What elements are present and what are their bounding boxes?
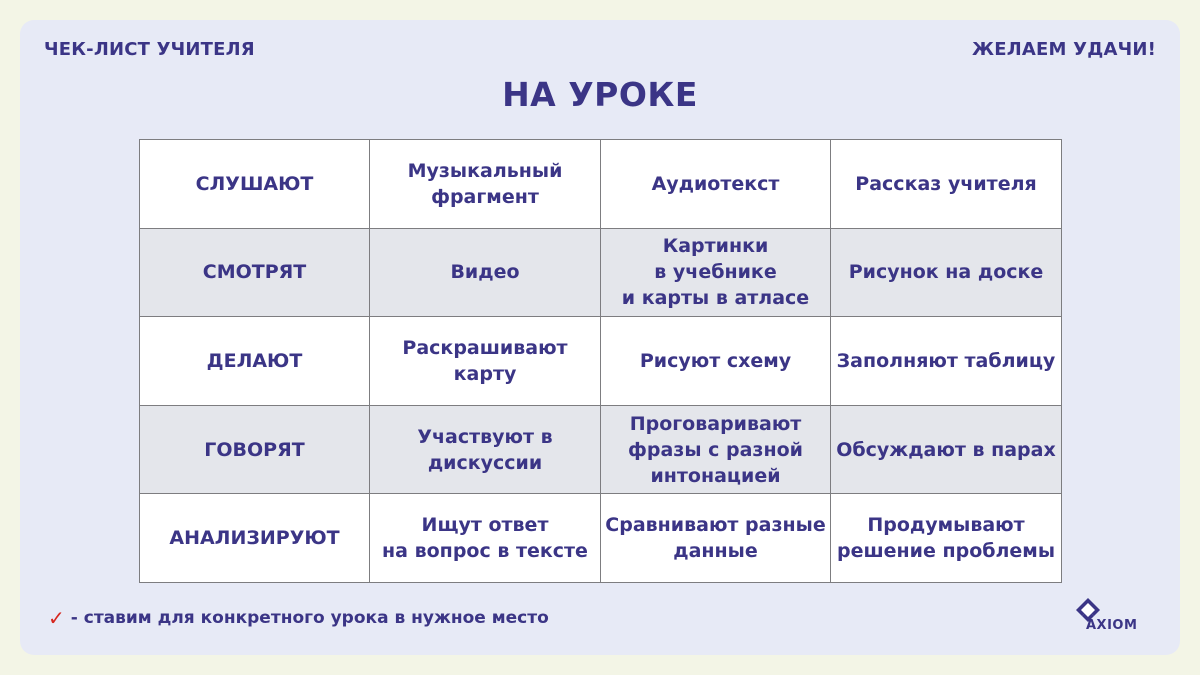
table-cell[interactable]: Рассказ учителя (831, 140, 1062, 229)
logo-text: AXIOM (1086, 618, 1138, 633)
table-row (140, 140, 1062, 229)
table-cell[interactable]: Участвуют в дискуссии (370, 405, 601, 494)
table-cell[interactable]: Картинки в учебнике и карты в атласе (601, 228, 831, 317)
table-cell[interactable]: Обсуждают в парах (831, 405, 1062, 494)
table-row (140, 228, 1062, 317)
footer-note-text: - ставим для конкретного урока в нужное место (70, 608, 549, 628)
table-cell[interactable]: Продумывают решение проблемы (831, 494, 1062, 583)
checkmark-icon: ✓ (48, 606, 65, 630)
table-cell[interactable]: Аудиотекст (601, 140, 831, 229)
row-head-cell[interactable]: СЛУШАЮТ (140, 140, 370, 229)
checklist-card (20, 20, 1180, 655)
page-title: НА УРОКЕ (502, 75, 698, 114)
footer-note (48, 608, 549, 628)
header-left-label: ЧЕК-ЛИСТ УЧИТЕЛЯ (44, 39, 255, 60)
table-cell[interactable]: Заполняют таблицу (831, 317, 1062, 406)
table-row (140, 494, 1062, 583)
row-head-cell[interactable]: ГОВОРЯТ (140, 405, 370, 494)
row-head-cell[interactable]: АНАЛИЗИРУЮТ (140, 494, 370, 583)
table-cell[interactable]: Раскрашивают карту (370, 317, 601, 406)
row-head-cell[interactable]: СМОТРЯТ (140, 228, 370, 317)
table-cell[interactable]: Видео (370, 228, 601, 317)
table-row (140, 317, 1062, 406)
checklist-table (139, 139, 1062, 583)
table-cell[interactable]: Музыкальный фрагмент (370, 140, 601, 229)
table-cell[interactable]: Проговаривают фразы с разной интонацией (601, 405, 831, 494)
axiom-logo (1058, 594, 1138, 638)
table-cell[interactable]: Сравнивают разные данные (601, 494, 831, 583)
table-cell[interactable]: Рисуют схему (601, 317, 831, 406)
header-right-label: ЖЕЛАЕМ УДАЧИ! (972, 39, 1156, 60)
table-cell[interactable]: Рисунок на доске (831, 228, 1062, 317)
row-head-cell[interactable]: ДЕЛАЮТ (140, 317, 370, 406)
table-cell[interactable]: Ищут ответ на вопрос в тексте (370, 494, 601, 583)
table-row (140, 405, 1062, 494)
